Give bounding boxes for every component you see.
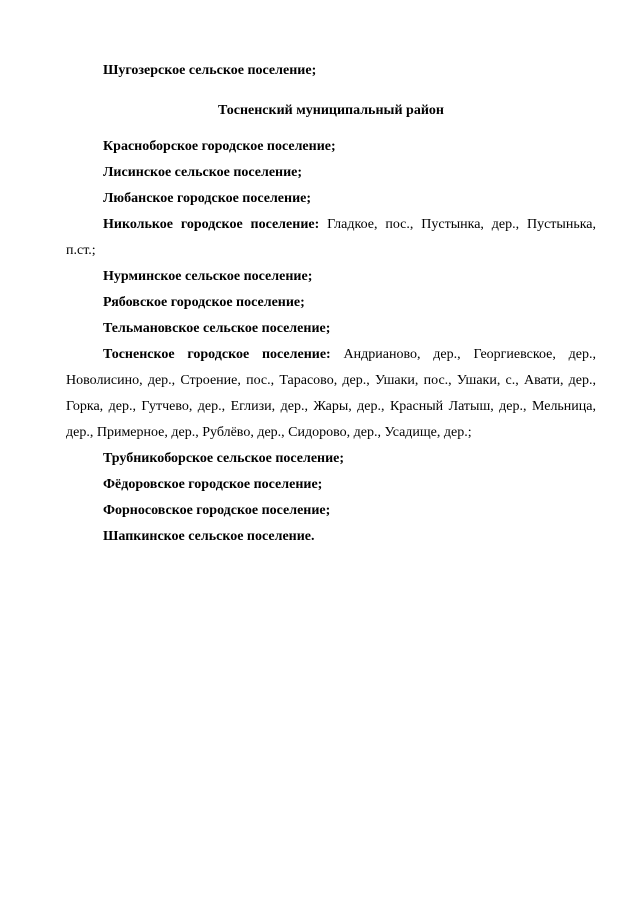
settlement-entry-trubnikoborskoe (66, 446, 596, 472)
settlement-name: Тельмановское сельское поселение; (103, 321, 331, 336)
settlement-entry-ryabovskoe (66, 290, 596, 316)
settlement-name: Шугозерское сельское поселение; (103, 63, 317, 78)
settlement-name: Трубникоборское сельское поселение; (103, 451, 345, 466)
settlement-entry-nikolskoe (66, 212, 596, 264)
settlement-name: Шапкинское сельское поселение. (103, 529, 315, 544)
district-heading: Тосненский муниципальный район (218, 103, 444, 118)
settlement-entry-fornosovskoe (66, 498, 596, 524)
settlement-places: Андрианово, дер., Георгиевское, дер., Новолисино, дер., Строение, пос., Тарасово, дер., Ушаки, пос., Ушаки, с., Авати, дер., Горка, дер., Гутчево, дер., Еглизи, дер., Жары, дер., Красный Латыш, дер., Мельница, дер., Примерное, дер., Рублёво, дер., Сидорово, дер., Усадище, дер.; (66, 347, 596, 440)
settlement-name: Красноборское городское поселение; (103, 139, 336, 154)
settlement-name: Николькое городское поселение: (103, 217, 320, 232)
document-body (66, 58, 596, 550)
settlement-places: Гладкое, пос., Пустынка, дер., Пустынька, п.ст.; (66, 217, 597, 258)
settlement-entry-telmanovskoe (66, 316, 596, 342)
settlement-entry-lyubanskoe (66, 186, 596, 212)
settlement-name: Фёдоровское городское поселение; (103, 477, 323, 492)
settlement-entry-fedorovskoe (66, 472, 596, 498)
settlement-entry-shugozerskoe (66, 58, 596, 84)
settlement-entry-nurminskoe (66, 264, 596, 290)
settlement-entry-tosnenskoe (66, 342, 596, 446)
settlement-name: Тосненское городское поселение: (103, 347, 331, 362)
settlement-name: Рябовское городское поселение; (103, 295, 305, 310)
settlement-entry-shapkinskoe (66, 524, 596, 550)
settlement-entry-krasnoborskoe (66, 134, 596, 160)
settlement-name: Лисинское сельское поселение; (103, 165, 303, 180)
settlement-name: Любанское городское поселение; (103, 191, 312, 206)
settlement-name: Нурминское сельское поселение; (103, 269, 313, 284)
settlement-name: Форносовское городское поселение; (103, 503, 331, 518)
settlement-entry-lisinskoe (66, 160, 596, 186)
